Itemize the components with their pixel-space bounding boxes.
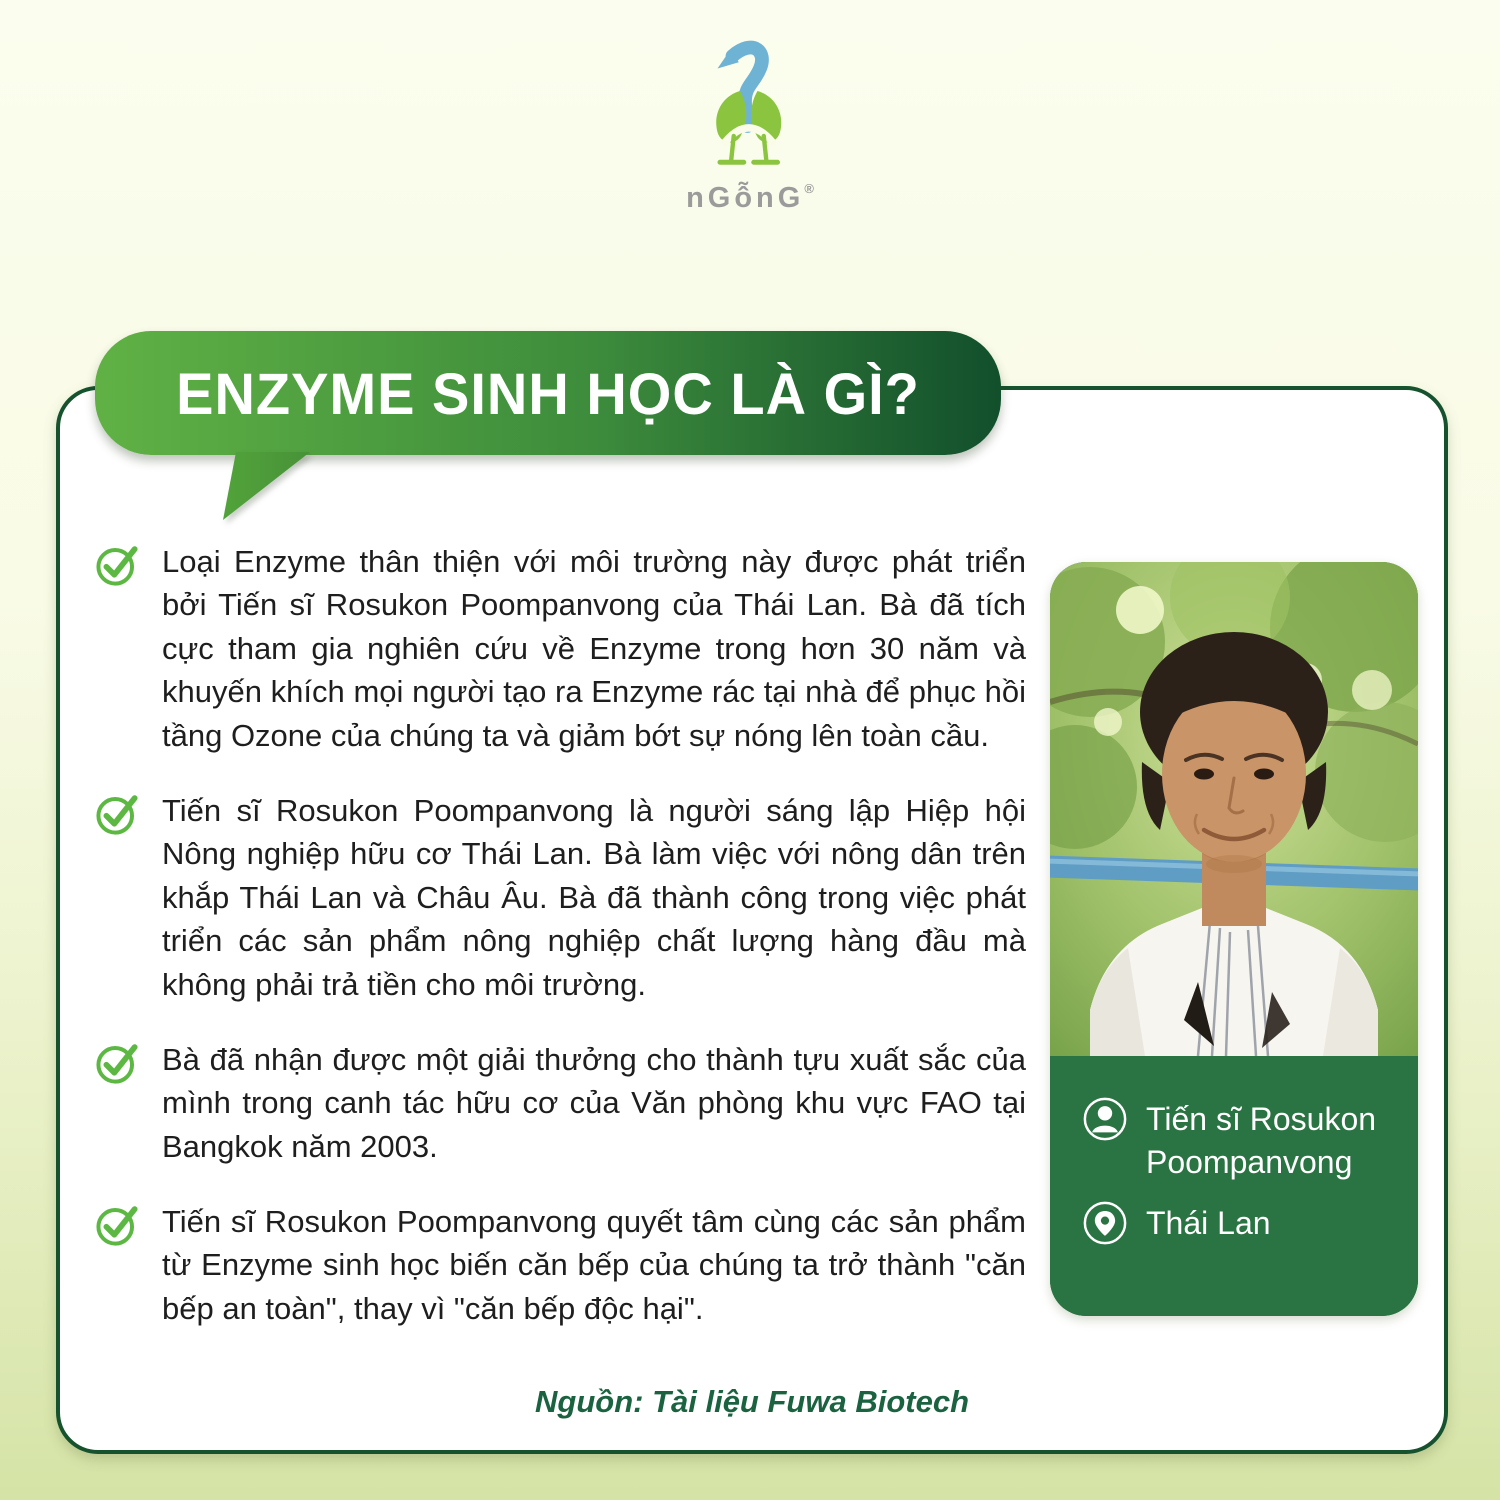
bullet-list	[94, 540, 1026, 1362]
profile-location-row	[1082, 1200, 1400, 1246]
profile-name-row	[1082, 1096, 1400, 1184]
brand-logo	[675, 36, 825, 213]
profile-location: Thái Lan	[1146, 1205, 1271, 1242]
person-icon	[1082, 1096, 1128, 1142]
speech-bubble-tail	[222, 451, 314, 528]
bullet-text: Bà đã nhận được một giải thưởng cho thành tựu xuất sắc của mình trong canh tác hữu cơ của Văn phòng khu vực FAO tại Bangkok năm 2003.	[162, 1041, 1026, 1164]
bullet-text: Loại Enzyme thân thiện với môi trường này được phát triển bởi Tiến sĩ Rosukon Poompanvong của Thái Lan. Bà đã tích cực tham gia nghiên cứu về Enzyme trong hơn 30 năm và khuyến khích mọi người tạo ra Enzyme rác tại nhà để phục hồi tầng Ozone của chúng ta và giảm bớt sự nóng lên toàn cầu.	[162, 544, 1026, 753]
check-circle-icon	[94, 791, 140, 837]
page-title: ENZYME SINH HỌC LÀ GÌ?	[176, 360, 920, 426]
check-circle-icon	[94, 1040, 140, 1086]
registered-mark: ®	[804, 181, 814, 196]
profile-card	[1050, 562, 1418, 1316]
content-card	[56, 386, 1448, 1454]
check-circle-icon	[94, 542, 140, 588]
check-circle-icon	[94, 1202, 140, 1248]
bullet-item	[94, 540, 1026, 757]
source-citation: Nguồn: Tài liệu Fuwa Biotech	[535, 1384, 969, 1419]
portrait-photo	[1050, 562, 1418, 1056]
brand-name: nGỗnG®	[686, 181, 814, 214]
bullet-item	[94, 1038, 1026, 1168]
profile-name: Tiến sĩ Rosukon Poompanvong	[1146, 1101, 1377, 1181]
location-pin-icon	[1082, 1200, 1128, 1246]
goose-with-leaves-icon	[675, 36, 825, 186]
profile-info-panel	[1050, 1056, 1418, 1316]
bullet-item	[94, 789, 1026, 1006]
bullet-text: Tiến sĩ Rosukon Poompanvong quyết tâm cùng các sản phẩm từ Enzyme sinh học biến căn bếp của chúng ta trở thành "căn bếp an toàn", thay vì "căn bếp độc hại".	[162, 1204, 1026, 1326]
bullet-item	[94, 1200, 1026, 1330]
title-bubble	[95, 331, 1001, 455]
bullet-text: Tiến sĩ Rosukon Poompanvong là người sáng lập Hiệp hội Nông nghiệp hữu cơ Thái Lan. Bà làm việc với nông dân trên khắp Thái Lan và Châu Âu. Bà đã thành công trong việc phát triển các sản phẩm nông nghiệp chất lượng hàng đầu mà không phải trả tiền cho môi trường.	[162, 792, 1026, 1002]
